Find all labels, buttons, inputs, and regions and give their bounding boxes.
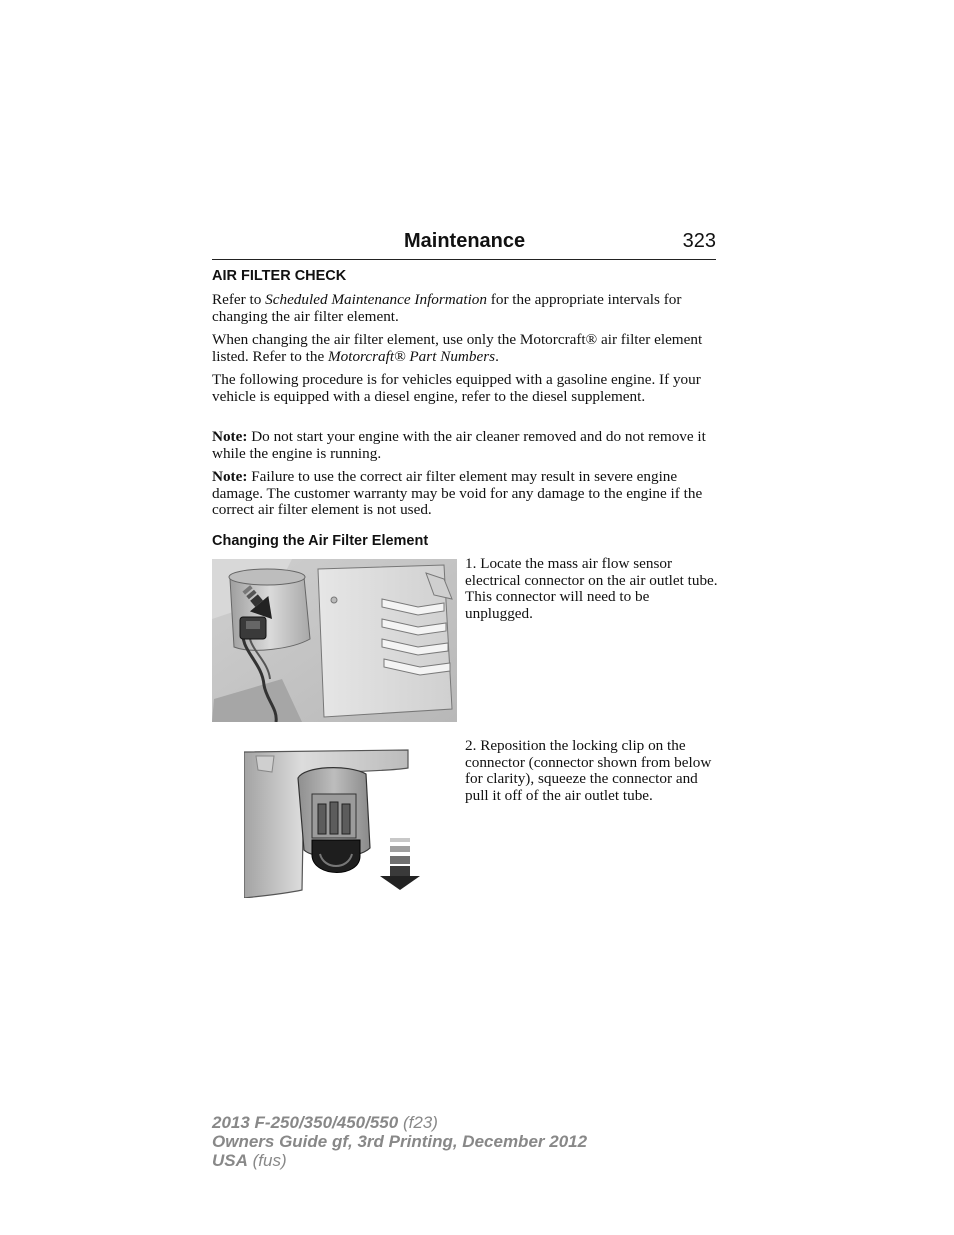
note-engine-running (212, 429, 718, 462)
step-2: 2. Reposition the locking clip on the connector (connector shown from below for clarity), squeeze the connector and pull it off of the air outlet tube. (465, 737, 712, 804)
footer-model-code: (f23) (398, 1113, 438, 1132)
footer-line-model (212, 1113, 587, 1132)
paragraph-schedule (212, 292, 718, 325)
page-header (212, 230, 716, 260)
section-heading: AIR FILTER CHECK (212, 268, 347, 284)
footer-model: 2013 F-250/350/450/550 (212, 1113, 399, 1132)
schedule-reference: Scheduled Maintenance Information (265, 291, 487, 308)
page-title: Maintenance (404, 230, 526, 252)
maf-sensor-illustration (212, 559, 457, 722)
footer-market-code: (fus) (247, 1151, 287, 1170)
paragraph-text: When changing the air filter element, use only the Motorcraft® air filter element listed. Refer to the (212, 331, 703, 365)
note-warranty (212, 469, 718, 519)
connector-removal-illustration (244, 748, 422, 898)
paragraph-motorcraft (212, 332, 718, 365)
part-numbers-reference: Motorcraft® Part Numbers (327, 347, 496, 365)
paragraph-gasoline: The following procedure is for vehicles equipped with a gasoline engine. If your vehicle is equipped with a diesel engine, refer to the diesel supplement. (212, 371, 701, 405)
note-text: Do not start your engine with the air cleaner removed and do not remove it while the engine is running. (212, 428, 706, 462)
page-number: 323 (682, 230, 716, 252)
paragraph-text: Refer to (212, 291, 266, 308)
document-footer (212, 1113, 587, 1170)
note-label: Note: (212, 428, 248, 445)
subsection-heading: Changing the Air Filter Element (212, 533, 429, 549)
note-label: Note: (212, 468, 248, 485)
paragraph-text: for the appropriate intervals for changing the air filter element. (212, 291, 682, 325)
footer-market: USA (212, 1151, 248, 1170)
footer-line-market (212, 1151, 587, 1170)
footer-line-printing: Owners Guide gf, 3rd Printing, December 2012 (212, 1132, 588, 1151)
paragraph-text: . (495, 347, 499, 365)
step-1: 1. Locate the mass air flow sensor electrical connector on the air outlet tube. This connector will need to be unplugged. (465, 555, 718, 622)
note-text: Failure to use the correct air filter element may result in severe engine damage. The customer warranty may be void for any damage to the engine if the correct air filter element is not used. (212, 468, 703, 518)
